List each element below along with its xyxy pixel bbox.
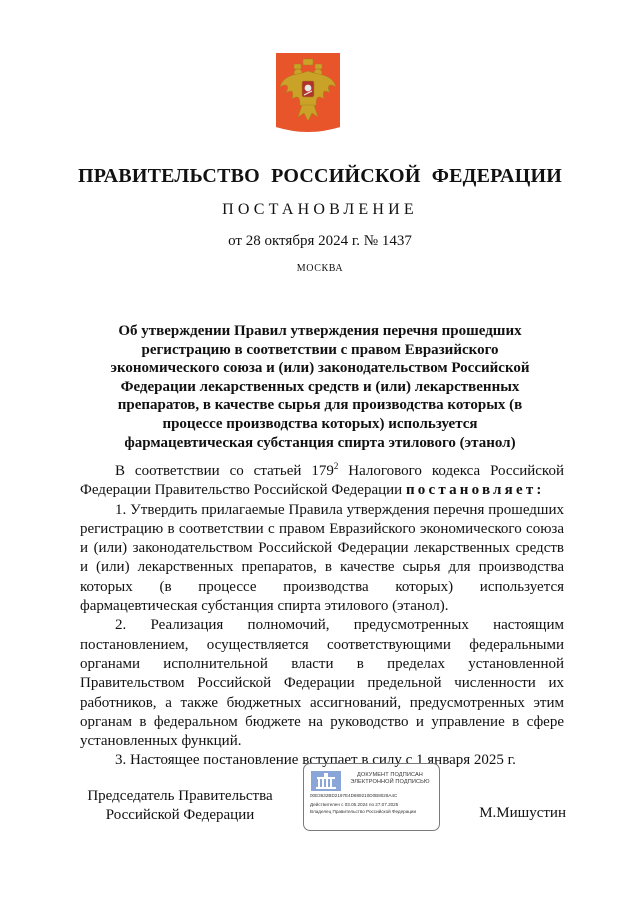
- decree-body: [80, 462, 564, 771]
- decree-item-2: 2. Реализация полномочий, предусмотренных настоящим постановлением, осуществляется соответствующими федеральными органами исполнительной власти в пределах установленной Правительством Российской Федерации предельной численности их работников, а также бюджетных ассигнований, предусмотренных этим органам в федеральном бюджете на руководство и управление в сфере установленных функций.: [80, 617, 564, 750]
- stamp-owner: Владелец Правительство Российской Федерации: [310, 809, 417, 814]
- electronic-signature-stamp: [303, 763, 440, 831]
- signatory-position-line2: Российской Федерации: [105, 807, 255, 823]
- decree-city: МОСКВА: [296, 263, 344, 274]
- stamp-certificate: 00E3632BD2197E4D889210D0B8028A4C: [310, 793, 398, 798]
- stamp-title: [344, 772, 436, 786]
- signatory-name: М.Мишустин: [479, 805, 566, 821]
- preamble-before-sup: В соответствии со статьей 179: [115, 463, 334, 479]
- preamble-paragraph: [80, 462, 564, 501]
- document-type: ПОСТАНОВЛЕНИЕ: [222, 201, 418, 218]
- coat-of-arms-icon: [276, 53, 340, 135]
- decree-item-1: 1. Утвердить прилагаемые Правила утверждения перечня прошедших регистрацию в соответствии с правом Евразийского экономического союза и (или) законодательством Российской Федерации лекарственных средств и (или) лекарственных препаратов, в качестве сырья для производства которых (в процессе производства которых) используется фармацевтическая субстанция спирта этилового (этанол).: [80, 501, 564, 615]
- government-building-icon: [311, 771, 341, 791]
- stamp-title-line2: ЭЛЕКТРОННОЙ ПОДПИСЬЮ: [350, 779, 430, 785]
- article-superscript: 2: [333, 461, 339, 471]
- preamble-after-sup: Налогового кодекса Российской Федерации Правительство Российской Федерации: [80, 463, 564, 499]
- decree-subject: Об утверждении Правил утверждения перечня прошедших регистрацию в соответствии с правом Евразийского экономического союза и (или) законодательством Российской Федерации лекарственных средств и (или) лекарственных препаратов, в качестве сырья для производства которых (в процессе производства которых) используется фармацевтическая субстанция спирта этилового (этанол): [110, 323, 530, 451]
- signatory-position-line1: Председатель Правительства: [87, 788, 273, 804]
- stamp-validity: Действителен с 03.05.2024 по 27.07.2025: [310, 802, 399, 807]
- stamp-title-line1: ДОКУМЕНТ ПОДПИСАН: [357, 772, 423, 778]
- decree-date-number: от 28 октября 2024 г. № 1437: [228, 233, 412, 249]
- signatory-position: [80, 787, 280, 825]
- decree-item-3: 3. Настоящее постановление вступает в силу с 1 января 2025 г.: [115, 752, 516, 769]
- government-title: ПРАВИТЕЛЬСТВО РОССИЙСКОЙ ФЕДЕРАЦИИ: [78, 165, 562, 187]
- resolves-word: постановляет:: [405, 482, 545, 499]
